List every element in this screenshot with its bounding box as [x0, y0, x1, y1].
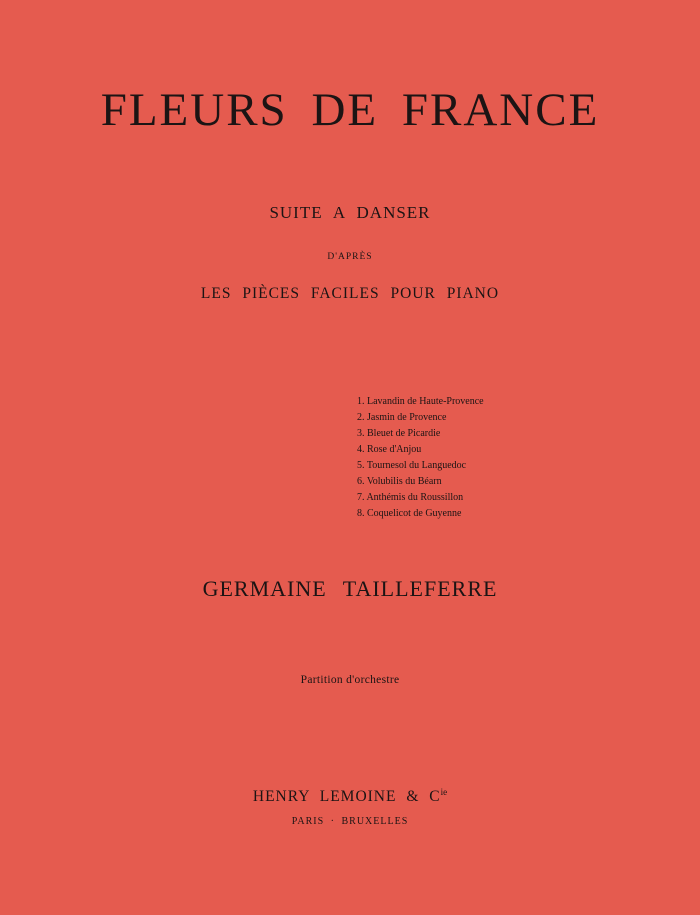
list-item: 1. Lavandin de Haute-Provence — [357, 396, 484, 407]
composer-name: GERMAINE TAILLEFERRE — [202, 576, 498, 601]
source-work: LES PIÈCES FACILES POUR PIANO — [200, 285, 500, 302]
list-item: 5. Tournesol du Languedoc — [357, 460, 467, 471]
movement-list — [357, 394, 484, 522]
publisher-name — [0, 787, 700, 806]
after-label: D'APRÈS — [327, 252, 373, 262]
cover-title: FLEURS DE FRANCE — [100, 84, 600, 136]
list-item: 6. Volubilis du Béarn — [357, 476, 442, 487]
list-item: 2. Jasmin de Provence — [357, 412, 447, 423]
edition-label: Partition d'orchestre — [300, 674, 400, 686]
publisher-label: HENRY LEMOINE & C — [252, 788, 441, 805]
publisher-superscript: ie — [440, 787, 448, 797]
list-item: 7. Anthémis du Roussillon — [357, 492, 464, 503]
cover-subtitle: SUITE A DANSER — [269, 203, 431, 222]
list-item: 3. Bleuet de Picardie — [357, 428, 441, 439]
list-item: 8. Coquelicot de Guyenne — [357, 508, 462, 519]
publisher-cities: PARIS · BRUXELLES — [291, 816, 409, 827]
list-item: 4. Rose d'Anjou — [357, 444, 422, 455]
